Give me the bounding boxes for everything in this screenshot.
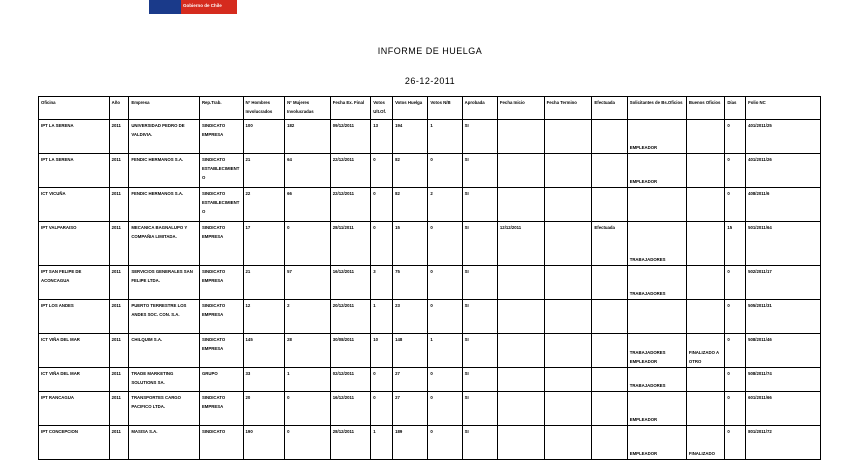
table-row bbox=[39, 188, 821, 222]
table-cell: 1 bbox=[428, 120, 462, 154]
table-cell: 21 bbox=[243, 154, 285, 188]
header-mujeres: Nº Mujeres Involucradas bbox=[285, 97, 331, 120]
header-fecha-ex-final: Fecha Ex. Final bbox=[330, 97, 371, 120]
header-votos-nb: Votos N/B bbox=[428, 97, 462, 120]
table-cell: IPT VALPARAISO bbox=[39, 222, 110, 266]
table-cell: 1 bbox=[285, 368, 331, 392]
table-header-row bbox=[39, 97, 821, 120]
table-cell: SI bbox=[462, 266, 497, 300]
table-cell: 16/12/2011 bbox=[330, 266, 371, 300]
table-row bbox=[39, 266, 821, 300]
header-efectuada: Efectuada bbox=[592, 97, 627, 120]
table-cell: 1 bbox=[428, 334, 462, 368]
table-cell bbox=[544, 392, 592, 426]
table-cell bbox=[592, 392, 627, 426]
table-cell: EMPLEADOR bbox=[627, 392, 686, 426]
table-cell: 22 bbox=[243, 188, 285, 222]
table-cell: IPT CONCEPCION bbox=[39, 426, 110, 460]
table-cell: TRABAJADORES bbox=[627, 368, 686, 392]
table-cell: IPT SAN FELIPE DE ACONCAGUA bbox=[39, 266, 110, 300]
table-cell: 0 bbox=[428, 392, 462, 426]
table-row bbox=[39, 334, 821, 368]
table-cell: SINDICATO EMPRESA bbox=[199, 300, 243, 334]
table-cell: FINALIZADO A OTRO bbox=[686, 334, 724, 368]
table-cell bbox=[497, 120, 544, 154]
table-cell bbox=[497, 300, 544, 334]
table-row bbox=[39, 222, 821, 266]
table-cell bbox=[544, 426, 592, 460]
table-cell: 10 bbox=[371, 334, 393, 368]
header-votos-ult-of: Votos Ult.Of. bbox=[371, 97, 393, 120]
table-cell: SI bbox=[462, 368, 497, 392]
table-cell: SI bbox=[462, 154, 497, 188]
table-cell: 508/2011/74 bbox=[746, 368, 821, 392]
table-cell: SINDICATO bbox=[199, 426, 243, 460]
table-cell: 1 bbox=[371, 426, 393, 460]
table-cell: 0 bbox=[725, 188, 746, 222]
table-cell: 0 bbox=[371, 392, 393, 426]
table-cell: SERVICIOS GENERALES SAN FELIPE LTDA. bbox=[129, 266, 200, 300]
table-cell: 2 bbox=[285, 300, 331, 334]
table-cell: SI bbox=[462, 120, 497, 154]
table-cell: ICT VIÑA DEL MAR bbox=[39, 368, 110, 392]
table-cell: SI bbox=[462, 392, 497, 426]
table-cell bbox=[592, 188, 627, 222]
table-cell: TRANSPORTES CARGO PACIFICO LTDA. bbox=[129, 392, 200, 426]
table-cell: 0 bbox=[725, 120, 746, 154]
table-cell: ICT VIÑA DEL MAR bbox=[39, 334, 110, 368]
table-cell: 0 bbox=[428, 154, 462, 188]
table-cell: 0 bbox=[725, 368, 746, 392]
report-date: 26-12-2011 bbox=[404, 76, 456, 86]
table-cell: 0 bbox=[725, 426, 746, 460]
header-votos-huelga: Votos Huelga bbox=[393, 97, 428, 120]
header-rep-trab: Rep.Trab. bbox=[199, 97, 243, 120]
table-cell: 27 bbox=[393, 368, 428, 392]
table-cell: UNIVERSIDAD PEDRO DE VALDIVIA. bbox=[129, 120, 200, 154]
table-cell: 2011 bbox=[109, 300, 129, 334]
table-cell bbox=[497, 334, 544, 368]
header-fecha-inicio: Fecha Inicio bbox=[497, 97, 544, 120]
table-cell: 190 bbox=[243, 426, 285, 460]
table-cell: SINDICATO ESTABLECIMIENTO bbox=[199, 188, 243, 222]
table-cell: 64 bbox=[285, 154, 331, 188]
table-row bbox=[39, 154, 821, 188]
table-cell: 2011 bbox=[109, 426, 129, 460]
table-cell: 15 bbox=[725, 222, 746, 266]
table-cell: SINDICATO ESTABLECIMIENTO bbox=[199, 154, 243, 188]
table-cell: SI bbox=[462, 334, 497, 368]
table-cell: 22/12/2011 bbox=[330, 188, 371, 222]
table-cell bbox=[592, 154, 627, 188]
table-cell bbox=[544, 368, 592, 392]
table-cell bbox=[497, 392, 544, 426]
table-cell: 2011 bbox=[109, 392, 129, 426]
table-cell: PUERTO TERRESTRE LOS ANDES SOC. CON. S.A. bbox=[129, 300, 200, 334]
table-cell: 801/2011/72 bbox=[746, 426, 821, 460]
table-cell: 100 bbox=[243, 120, 285, 154]
table-cell: 30/08/2011 bbox=[330, 334, 371, 368]
table-cell: 75 bbox=[393, 266, 428, 300]
table-row bbox=[39, 368, 821, 392]
table-cell bbox=[497, 266, 544, 300]
table-cell: SINDICATO EMPRESA bbox=[199, 222, 243, 266]
table-cell bbox=[592, 266, 627, 300]
table-cell bbox=[592, 368, 627, 392]
table-cell: 28/12/2011 bbox=[330, 426, 371, 460]
header-solicitantes: Solicitantes de Bs.Oficios bbox=[627, 97, 686, 120]
header-folio-nc: Folio NC bbox=[746, 97, 821, 120]
table-cell: TRADE MARKETING SOLUTIONS SA. bbox=[129, 368, 200, 392]
table-cell: FENDIC HERMANOS S.A. bbox=[129, 188, 200, 222]
table-cell: 0 bbox=[725, 334, 746, 368]
table-cell: 2 bbox=[428, 188, 462, 222]
gobierno-logo bbox=[149, 0, 237, 14]
table-cell: 28/11/2011 bbox=[330, 222, 371, 266]
table-body bbox=[39, 120, 821, 460]
table-cell: 57 bbox=[285, 266, 331, 300]
table-cell: 0 bbox=[285, 426, 331, 460]
logo-text: Gobierno de Chile bbox=[183, 3, 222, 8]
table-cell bbox=[686, 300, 724, 334]
table-cell: MECANICA BAGNALUPO Y COMPAÑIA LIMITADA. bbox=[129, 222, 200, 266]
table-cell: 23 bbox=[393, 300, 428, 334]
table-cell: TRABAJADORES EMPLEADOR bbox=[627, 334, 686, 368]
table-cell: 0 bbox=[428, 368, 462, 392]
logo-blue-block bbox=[149, 0, 181, 14]
table-cell: 09/12/2011 bbox=[330, 120, 371, 154]
header-buenos-oficios: Buenos Oficios bbox=[686, 97, 724, 120]
table-cell: 0 bbox=[725, 154, 746, 188]
table-cell: MASISA S.A. bbox=[129, 426, 200, 460]
table-cell: IPT LOS ANDES bbox=[39, 300, 110, 334]
table-cell bbox=[686, 154, 724, 188]
table-cell bbox=[544, 154, 592, 188]
table-cell bbox=[544, 120, 592, 154]
table-cell: 2011 bbox=[109, 368, 129, 392]
table-cell bbox=[627, 188, 686, 222]
table-cell: 17 bbox=[243, 222, 285, 266]
table-cell bbox=[592, 300, 627, 334]
table-cell: 0 bbox=[285, 222, 331, 266]
table-cell: ICT VICUÑA bbox=[39, 188, 110, 222]
table-cell: SINDICATO EMPRESA bbox=[199, 392, 243, 426]
table-cell: 0 bbox=[371, 188, 393, 222]
table-cell: 3 bbox=[371, 266, 393, 300]
table-cell: IPT RANCAGUA bbox=[39, 392, 110, 426]
table-cell: EMPLEADOR bbox=[627, 154, 686, 188]
table-cell bbox=[497, 188, 544, 222]
table-cell: 2011 bbox=[109, 222, 129, 266]
table-cell bbox=[544, 188, 592, 222]
table-cell: 66 bbox=[285, 188, 331, 222]
table-cell: IPT LA SERENA bbox=[39, 154, 110, 188]
header-dias: Días bbox=[725, 97, 746, 120]
table-cell: SI bbox=[462, 222, 497, 266]
table-cell: 0 bbox=[428, 266, 462, 300]
table-cell bbox=[544, 222, 592, 266]
table-cell: 601/2011/66 bbox=[746, 392, 821, 426]
table-cell: SINDICATO EMPRESA bbox=[199, 334, 243, 368]
table-cell: GRUPO bbox=[199, 368, 243, 392]
table-cell: 15 bbox=[393, 222, 428, 266]
table-cell: TRABAJADORES bbox=[627, 266, 686, 300]
header-fecha-termino: Fecha Termino bbox=[544, 97, 592, 120]
table-row bbox=[39, 300, 821, 334]
table-cell: 2011 bbox=[109, 188, 129, 222]
table-cell: 0 bbox=[428, 426, 462, 460]
table-cell: 16/12/2011 bbox=[330, 392, 371, 426]
table-cell: CHILQUIM S.A. bbox=[129, 334, 200, 368]
table-cell bbox=[686, 222, 724, 266]
header-oficina: Oficina bbox=[39, 97, 110, 120]
report-title: INFORME DE HUELGA bbox=[377, 46, 483, 56]
header-hombres: Nº Hombres Involucrados bbox=[243, 97, 285, 120]
table-cell: 502/2011/17 bbox=[746, 266, 821, 300]
table-cell bbox=[627, 300, 686, 334]
table-cell: 148 bbox=[393, 334, 428, 368]
table-cell: FENDIC HERMANOS S.A. bbox=[129, 154, 200, 188]
table-cell bbox=[497, 154, 544, 188]
strike-report-table bbox=[38, 96, 821, 460]
table-cell: 20 bbox=[243, 392, 285, 426]
table-cell bbox=[592, 334, 627, 368]
table-cell bbox=[544, 266, 592, 300]
table-cell: 2011 bbox=[109, 334, 129, 368]
table-cell bbox=[592, 120, 627, 154]
table-cell: 12 bbox=[243, 300, 285, 334]
table-cell bbox=[544, 300, 592, 334]
table-cell: Efectuada bbox=[592, 222, 627, 266]
table-cell: 82 bbox=[393, 154, 428, 188]
table-cell: 0 bbox=[725, 300, 746, 334]
table-cell bbox=[686, 120, 724, 154]
table-cell: 505/2011/31 bbox=[746, 300, 821, 334]
table-cell: 2011 bbox=[109, 266, 129, 300]
table-cell bbox=[686, 392, 724, 426]
table-cell: SI bbox=[462, 300, 497, 334]
table-cell: 20/12/2011 bbox=[330, 300, 371, 334]
table-row bbox=[39, 426, 821, 460]
table-cell: 182 bbox=[285, 120, 331, 154]
table-cell: 33 bbox=[243, 368, 285, 392]
table-cell: IPT LA SERENA bbox=[39, 120, 110, 154]
table-cell: SI bbox=[462, 426, 497, 460]
table-cell: 21 bbox=[243, 266, 285, 300]
header-empresa: Empresa bbox=[129, 97, 200, 120]
table-cell: 194 bbox=[393, 120, 428, 154]
table-row bbox=[39, 120, 821, 154]
table-cell bbox=[686, 266, 724, 300]
table-cell: EMPLEADOR bbox=[627, 426, 686, 460]
table-cell: 82 bbox=[393, 188, 428, 222]
table-cell: SINDICATO EMPRESA bbox=[199, 120, 243, 154]
table-cell: SI bbox=[462, 188, 497, 222]
table-cell: 13 bbox=[371, 120, 393, 154]
table-cell: 408/2011/6 bbox=[746, 188, 821, 222]
table-cell: TRABAJADORES bbox=[627, 222, 686, 266]
table-cell: EMPLEADOR bbox=[627, 120, 686, 154]
table-cell: 501/2011/64 bbox=[746, 222, 821, 266]
table-cell bbox=[686, 368, 724, 392]
table-cell: 401/2011/25 bbox=[746, 120, 821, 154]
table-cell: 28 bbox=[285, 334, 331, 368]
header-ano: Año bbox=[109, 97, 129, 120]
table-cell bbox=[497, 426, 544, 460]
table-cell: 508/2011/46 bbox=[746, 334, 821, 368]
table-cell bbox=[686, 188, 724, 222]
table-row bbox=[39, 392, 821, 426]
table-cell: 145 bbox=[243, 334, 285, 368]
table-cell: 2011 bbox=[109, 154, 129, 188]
table-cell: SINDICATO EMPRESA bbox=[199, 266, 243, 300]
table-cell: 27 bbox=[393, 392, 428, 426]
table-cell: 0 bbox=[371, 222, 393, 266]
table-cell: 0 bbox=[371, 154, 393, 188]
table-cell: 2011 bbox=[109, 120, 129, 154]
table-cell: 12/12/2011 bbox=[497, 222, 544, 266]
table-cell: 1 bbox=[371, 300, 393, 334]
table-cell: 0 bbox=[285, 392, 331, 426]
table-cell bbox=[544, 334, 592, 368]
table-cell: 0 bbox=[725, 392, 746, 426]
table-cell: 401/2011/26 bbox=[746, 154, 821, 188]
header-aprobada: Aprobada bbox=[462, 97, 497, 120]
table-cell bbox=[592, 426, 627, 460]
table-cell: 0 bbox=[371, 368, 393, 392]
table-cell: 0 bbox=[725, 266, 746, 300]
table-cell: FINALIZADO bbox=[686, 426, 724, 460]
table-cell: 22/12/2011 bbox=[330, 154, 371, 188]
table-cell: 0 bbox=[428, 300, 462, 334]
table-cell bbox=[497, 368, 544, 392]
table-cell: 02/12/2011 bbox=[330, 368, 371, 392]
table-cell: 189 bbox=[393, 426, 428, 460]
table-cell: 0 bbox=[428, 222, 462, 266]
